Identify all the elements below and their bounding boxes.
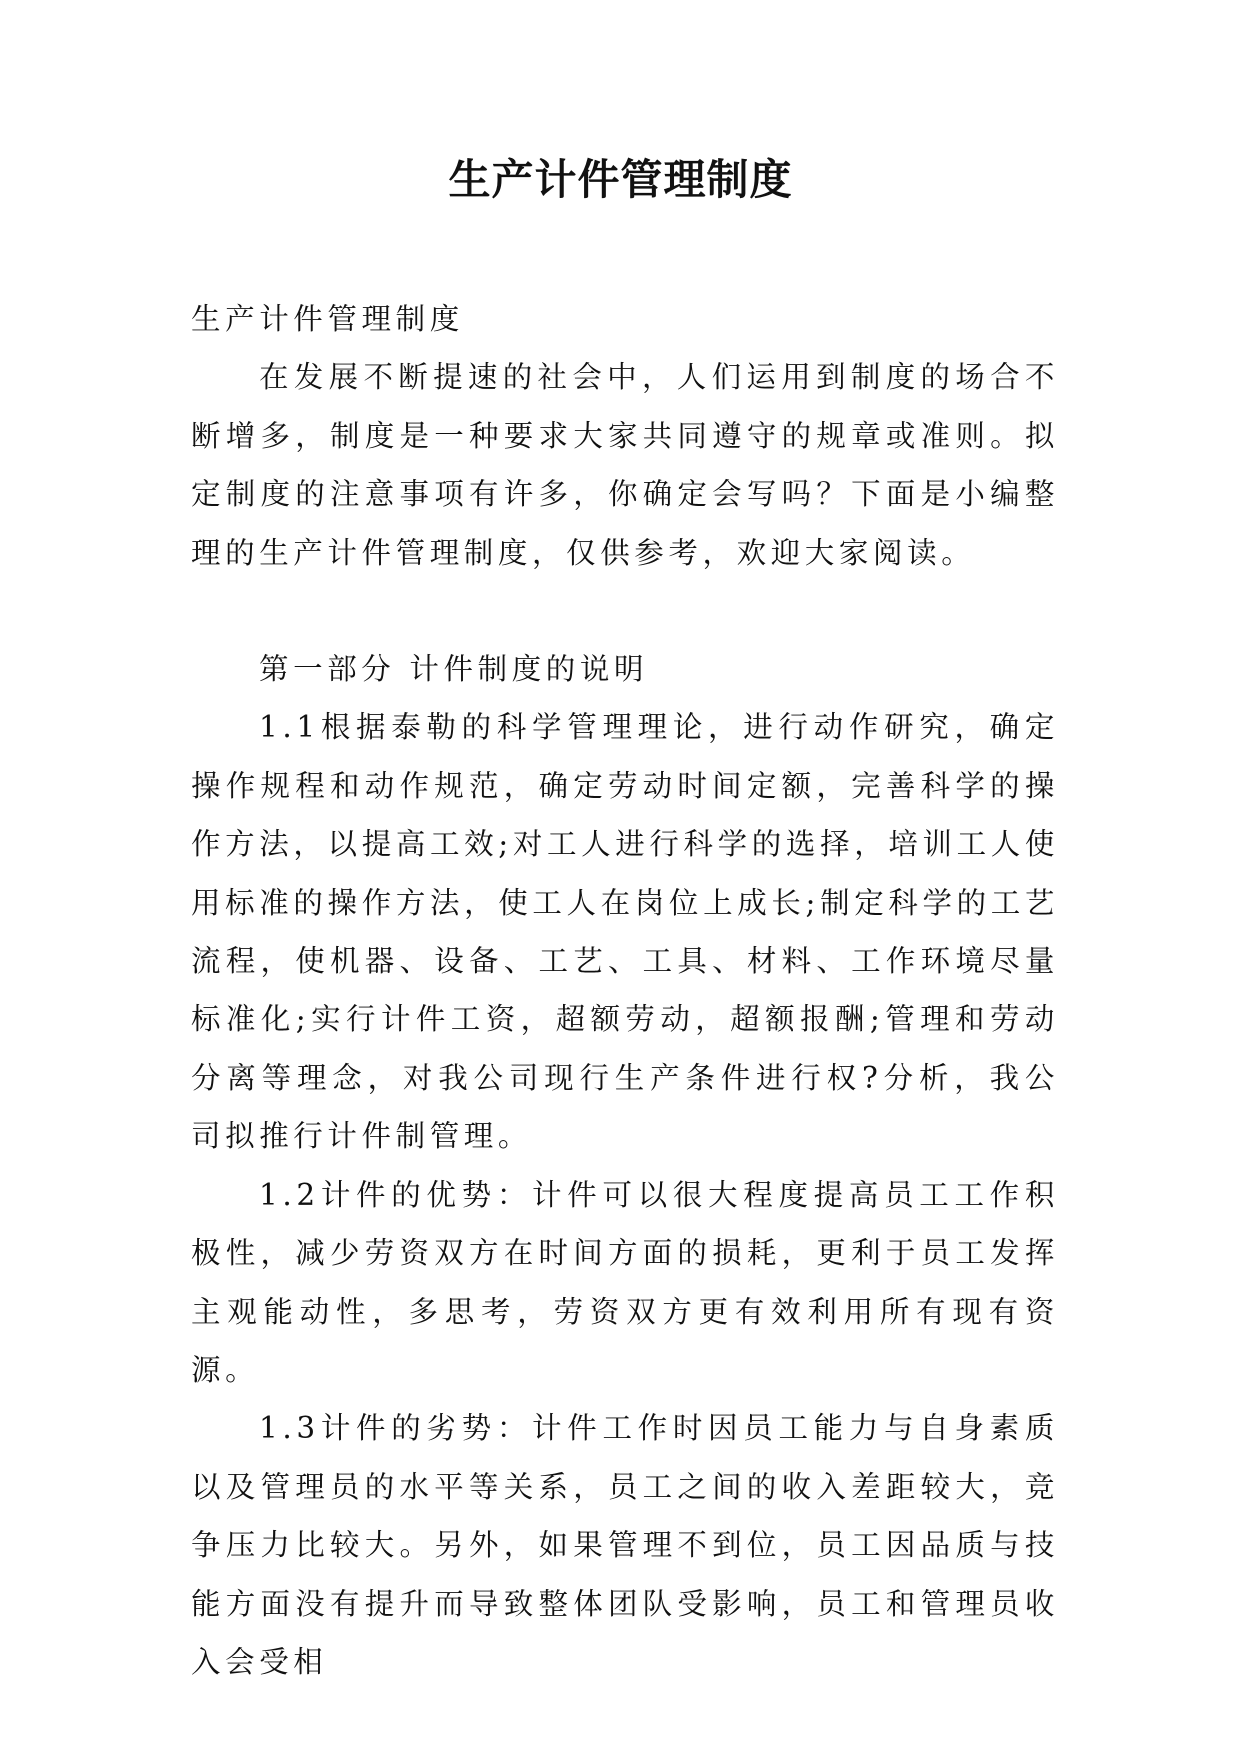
- paragraph-1-3: 1.3计件的劣势：计件工作时因员工能力与自身素质以及管理员的水平等关系，员工之间的收入差距较大，竞争压力比较大。另外，如果管理不到位，员工因品质与技能方面没有提升而导致整体团队受影响，员工和管理员收入会受相: [191, 1411, 1059, 1679]
- intro-paragraph: 在发展不断提速的社会中，人们运用到制度的场合不断增多，制度是一种要求大家共同遵守的规章或准则。拟定制度的注意事项有许多，你确定会写吗？下面是小编整理的生产计件管理制度，仅供参考，欢迎大家阅读。: [191, 360, 1059, 570]
- document-subtitle: 生产计件管理制度: [191, 302, 464, 336]
- section-heading: 第一部分 计件制度的说明: [259, 652, 649, 687]
- paragraph-1-2: 1.2计件的优势：计件可以很大程度提高员工工作积极性，减少劳资双方在时间方面的损耗，更利于员工发挥主观能动性，多思考，劳资双方更有效利用所有现有资源。: [191, 1177, 1059, 1387]
- paragraph-1-1: 1.1根据泰勒的科学管理理论，进行动作研究，确定操作规程和动作规范，确定劳动时间定额，完善科学的操作方法，以提高工效;对工人进行科学的选择，培训工人使用标准的操作方法，使工人在岗位上成长;制定科学的工艺流程，使机器、设备、工艺、工具、材料、工作环境尽量标准化;实行计件工资，超额劳动，超额报酬;管理和劳动分离等理念，对我公司现行生产条件进行权?分析，我公司拟推行计件制管理。: [191, 710, 1059, 1154]
- document-title: 生产计件管理制度: [448, 155, 793, 204]
- document-body: [191, 290, 1059, 1691]
